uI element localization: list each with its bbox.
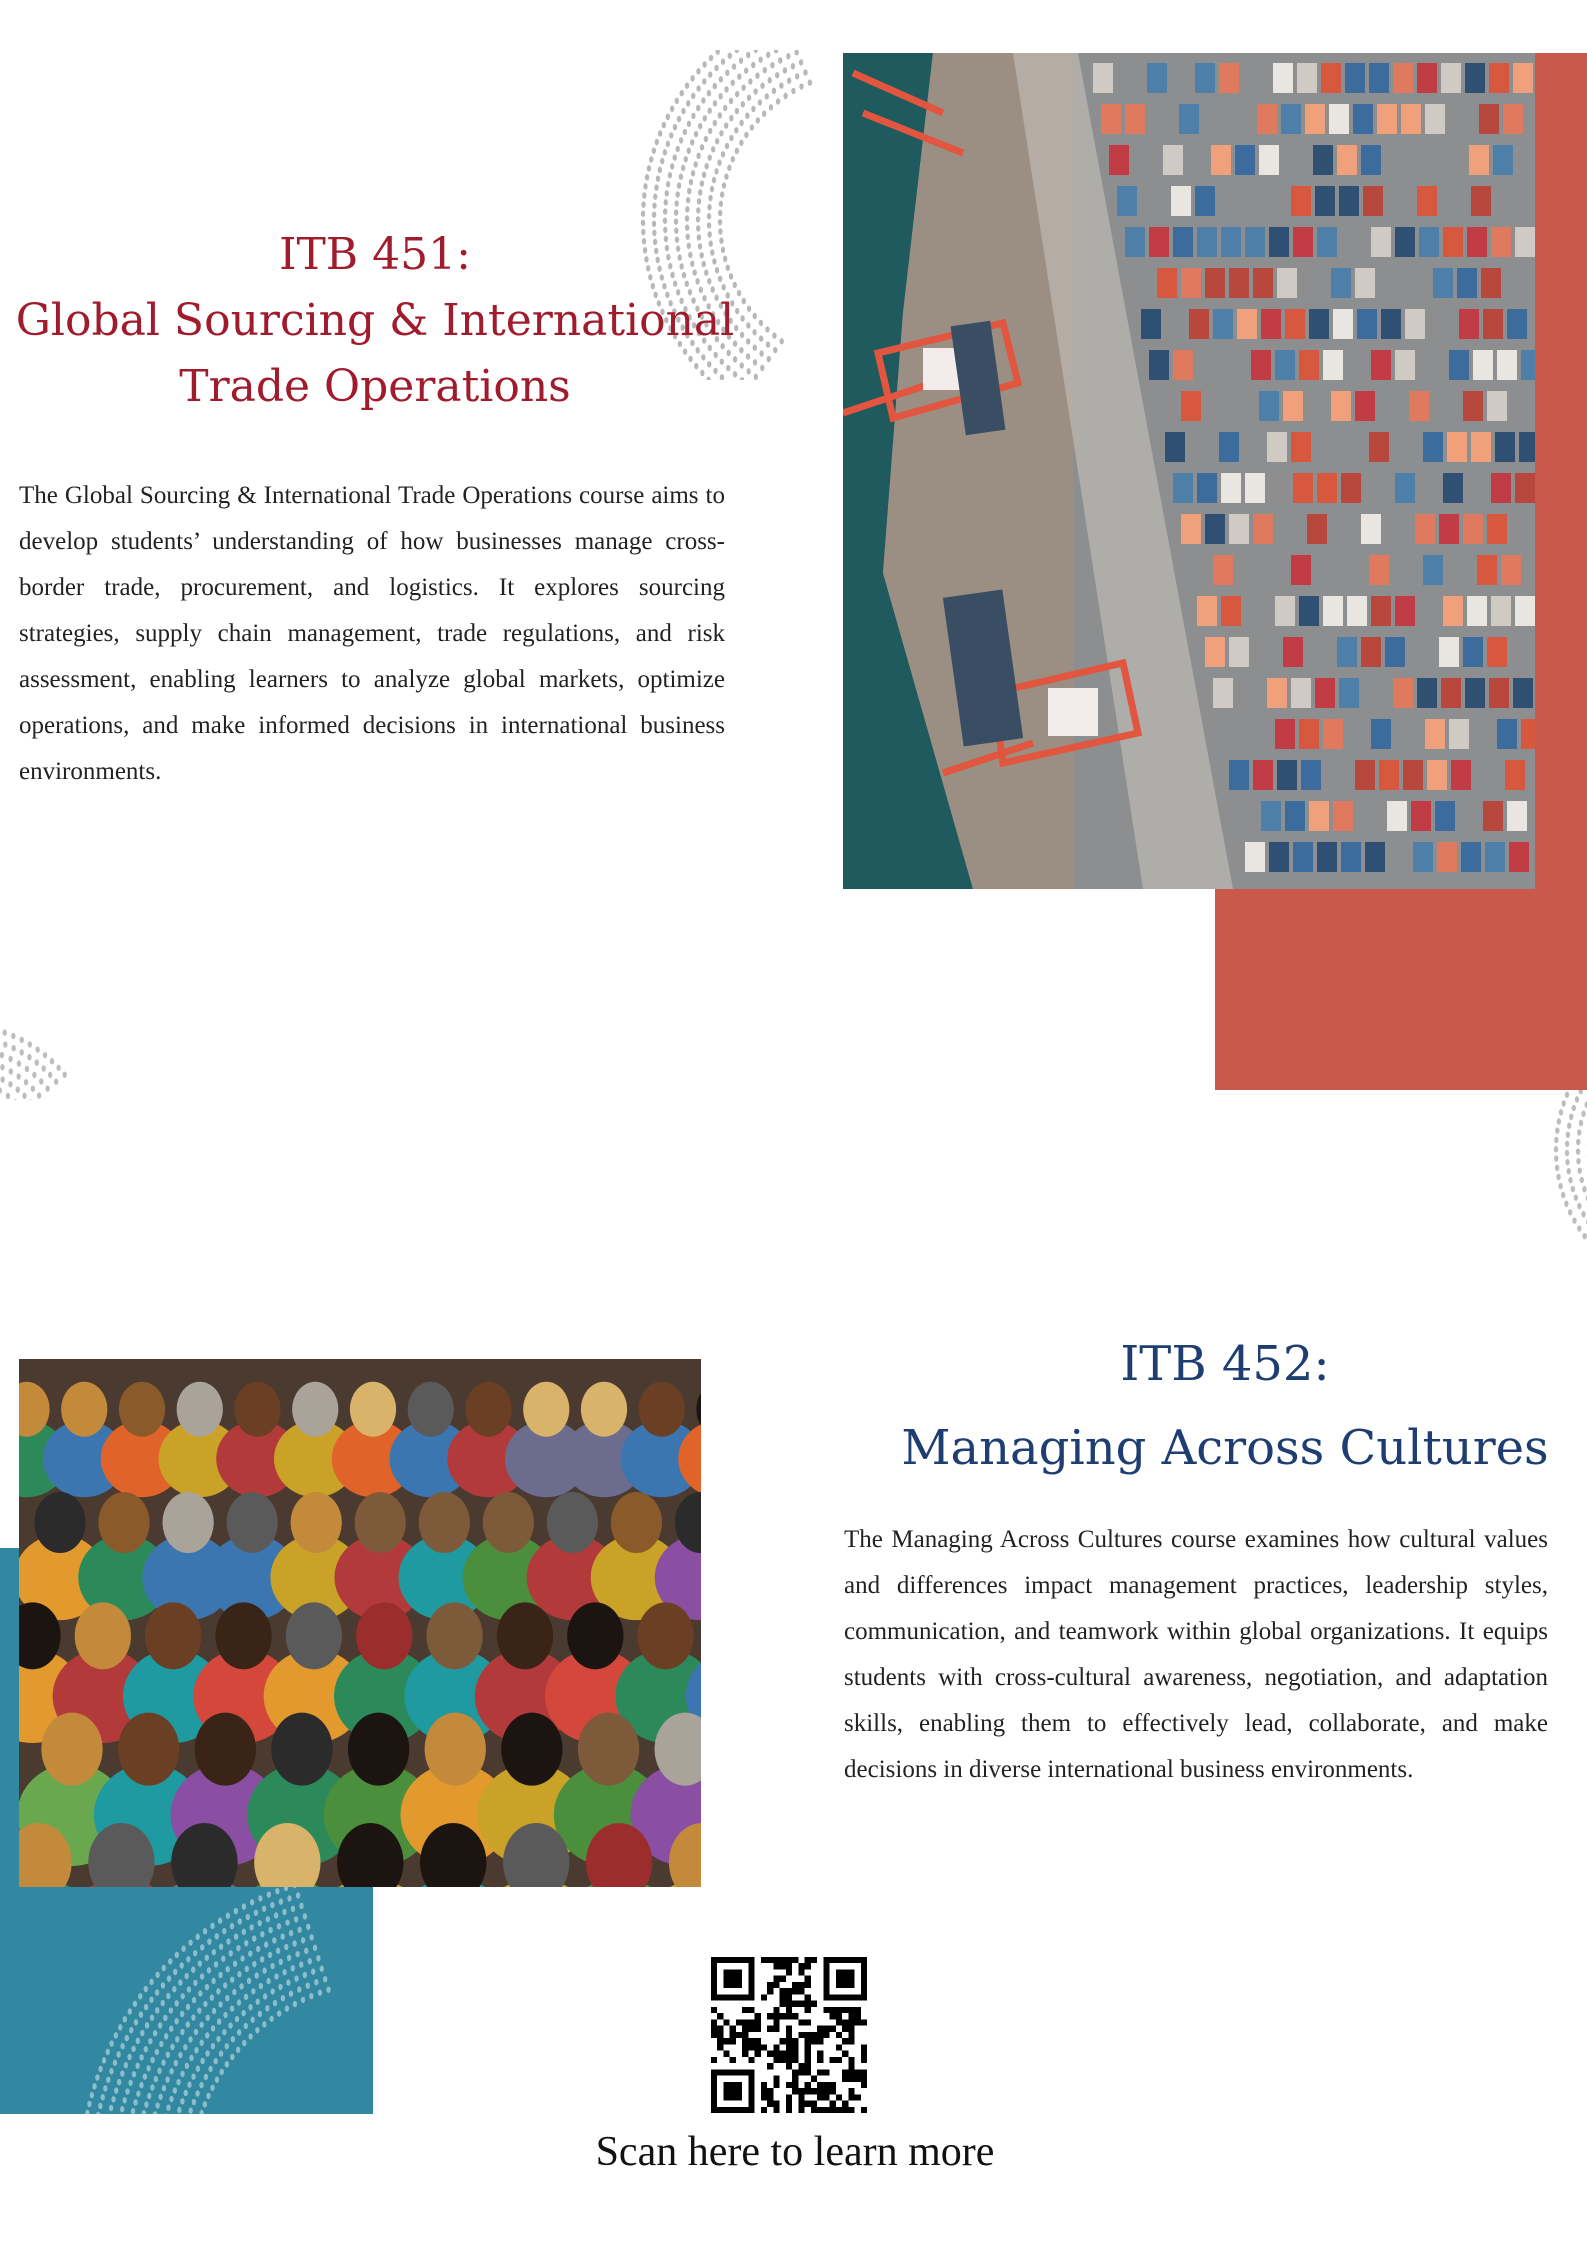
course-description: The Managing Across Cultures course examines how cultural values and differences impact management practices, leadership styles, communication, and teamwork within global organizations. It equips students with cross-cultural awareness, negotiation, and adaptation skills, enabling them to effectively lead, collaborate, and make decisions in diverse international business environments. [844, 1526, 1548, 1783]
course-code: ITB 451: [279, 229, 471, 280]
course-name-line: Global Sourcing & International [15, 295, 735, 346]
dotted-arc-decoration [0, 990, 120, 1100]
course-title [860, 1322, 1587, 1490]
dotted-arc-decoration [1470, 1090, 1587, 1270]
course-title [10, 222, 740, 420]
container-port-photo [843, 53, 1535, 889]
scan-cta-text: Scan here to learn more [595, 2129, 995, 2175]
qr-code-icon[interactable] [711, 1957, 867, 2113]
course-name-line: Trade Operations [179, 361, 571, 412]
illustrated-crowd-photo [19, 1359, 701, 1887]
dotted-arc-decoration [0, 1880, 373, 2114]
course-name: Managing Across Cultures [901, 1420, 1549, 1476]
course-description: The Global Sourcing & International Trade Operations course aims to develop students’ understanding of how businesses manage cross-border trade, procurement, and logistics. It explores sourcing strategies, supply chain management, trade regulations, and risk assessment, enabling learners to analyze global markets, optimize operations, and make informed decisions in international business environments. [19, 482, 725, 785]
course-code: ITB 452: [1120, 1336, 1330, 1392]
